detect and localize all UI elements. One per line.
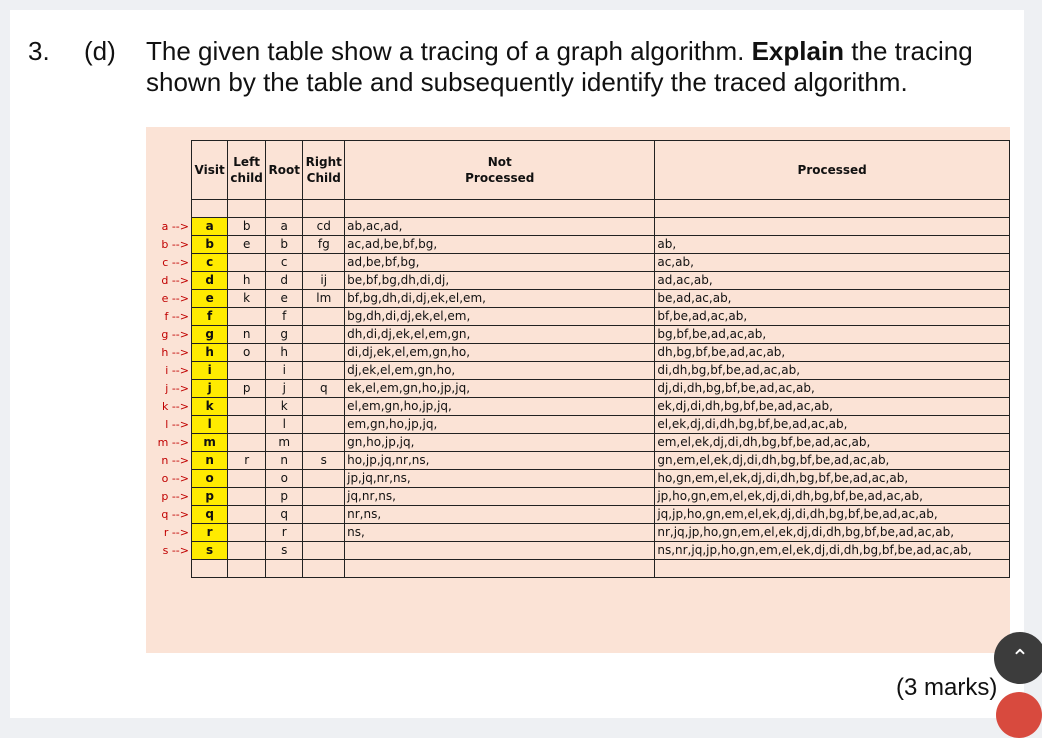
row-arrow: e -->: [161, 291, 189, 305]
cell-root: r: [266, 524, 303, 542]
cell-left: k: [228, 290, 266, 308]
floating-action-button[interactable]: [996, 692, 1042, 738]
cell-not-processed: nr,ns,: [345, 506, 655, 524]
row-arrow: s -->: [162, 543, 189, 557]
row-arrow: k -->: [161, 399, 189, 413]
cell-visit: f: [192, 308, 228, 326]
cell-processed: el,ek,dj,di,dh,bg,bf,be,ad,ac,ab,: [655, 416, 1010, 434]
cell-visit: o: [192, 470, 228, 488]
cell-root: j: [266, 380, 303, 398]
header-visit: Visit: [192, 141, 228, 200]
question-text-a: The given table show a tracing of a graph algorithm.: [146, 36, 752, 66]
question-part: (d): [84, 36, 116, 66]
blank-cell: [345, 200, 655, 218]
cell-visit: c: [192, 254, 228, 272]
cell-processed: ns,nr,jq,jp,ho,gn,em,el,ek,dj,di,dh,bg,bf,be,ad,ac,ab,: [655, 542, 1010, 560]
table-row: [192, 218, 1010, 236]
cell-left: [228, 362, 266, 380]
question-page: [10, 10, 1024, 718]
cell-right: [303, 524, 345, 542]
cell-processed: ho,gn,em,el,ek,dj,di,dh,bg,bf,be,ad,ac,ab,: [655, 470, 1010, 488]
cell-left: [228, 488, 266, 506]
chevron-up-icon: ⌃: [1010, 645, 1030, 670]
blank-cell: [345, 560, 655, 578]
row-arrow: b -->: [161, 237, 189, 251]
cell-not-processed: ab,ac,ad,: [345, 218, 655, 236]
cell-root: d: [266, 272, 303, 290]
row-arrow: g -->: [161, 327, 189, 341]
row-arrow: n -->: [161, 453, 189, 467]
cell-not-processed: dh,di,dj,ek,el,em,gn,: [345, 326, 655, 344]
table-row: [192, 506, 1010, 524]
cell-root: k: [266, 398, 303, 416]
blank-cell: [228, 200, 266, 218]
table-row: [192, 452, 1010, 470]
cell-right: [303, 326, 345, 344]
table-row: [192, 524, 1010, 542]
cell-processed: ad,ac,ab,: [655, 272, 1010, 290]
cell-root: h: [266, 344, 303, 362]
cell-processed: dj,di,dh,bg,bf,be,ad,ac,ab,: [655, 380, 1010, 398]
table-row: [192, 416, 1010, 434]
question-bold-word: Explain: [751, 36, 845, 66]
cell-right: ij: [303, 272, 345, 290]
marks-label: (3 marks): [896, 674, 998, 701]
cell-processed: ac,ab,: [655, 254, 1010, 272]
blank-cell: [655, 200, 1010, 218]
table-row: [192, 488, 1010, 506]
cell-processed: ab,: [655, 236, 1010, 254]
table-row: [192, 470, 1010, 488]
cell-processed: bf,be,ad,ac,ab,: [655, 308, 1010, 326]
cell-processed: dh,bg,bf,be,ad,ac,ab,: [655, 344, 1010, 362]
cell-not-processed: ac,ad,be,bf,bg,: [345, 236, 655, 254]
cell-not-processed: el,em,gn,ho,jp,jq,: [345, 398, 655, 416]
cell-left: [228, 542, 266, 560]
cell-processed: nr,jq,jp,ho,gn,em,el,ek,dj,di,dh,bg,bf,be,ad,ac,ab,: [655, 524, 1010, 542]
cell-left: n: [228, 326, 266, 344]
header-processed: Processed: [655, 141, 1010, 200]
row-arrow: d -->: [161, 273, 189, 287]
cell-not-processed: bf,bg,dh,di,dj,ek,el,em,: [345, 290, 655, 308]
cell-left: [228, 416, 266, 434]
header-root: Root: [266, 141, 303, 200]
header-left-child: Left child: [228, 141, 266, 200]
cell-root: o: [266, 470, 303, 488]
row-arrow: q -->: [161, 507, 189, 521]
row-arrow: c -->: [162, 255, 189, 269]
blank-cell: [266, 560, 303, 578]
cell-left: [228, 308, 266, 326]
row-arrow: m -->: [157, 435, 189, 449]
cell-root: i: [266, 362, 303, 380]
cell-right: [303, 308, 345, 326]
cell-right: [303, 344, 345, 362]
cell-left: b: [228, 218, 266, 236]
cell-left: r: [228, 452, 266, 470]
cell-visit: p: [192, 488, 228, 506]
cell-processed: jp,ho,gn,em,el,ek,dj,di,dh,bg,bf,be,ad,ac,ab,: [655, 488, 1010, 506]
row-arrow: f -->: [164, 309, 189, 323]
trace-table-image: [146, 127, 1010, 653]
cell-right: [303, 470, 345, 488]
blank-cell: [192, 560, 228, 578]
cell-left: e: [228, 236, 266, 254]
table-row: [192, 308, 1010, 326]
cell-right: lm: [303, 290, 345, 308]
cell-right: [303, 542, 345, 560]
cell-left: [228, 254, 266, 272]
trace-table: [191, 140, 1010, 578]
blank-cell: [303, 200, 345, 218]
question-text: [146, 36, 1026, 98]
cell-processed: be,ad,ac,ab,: [655, 290, 1010, 308]
cell-root: s: [266, 542, 303, 560]
cell-right: [303, 506, 345, 524]
cell-processed: jq,jp,ho,gn,em,el,ek,dj,di,dh,bg,bf,be,ad,ac,ab,: [655, 506, 1010, 524]
cell-root: c: [266, 254, 303, 272]
cell-not-processed: ho,jp,jq,nr,ns,: [345, 452, 655, 470]
cell-right: cd: [303, 218, 345, 236]
cell-left: [228, 470, 266, 488]
cell-not-processed: jp,jq,nr,ns,: [345, 470, 655, 488]
cell-not-processed: ns,: [345, 524, 655, 542]
header-not-processed: Not Processed: [345, 141, 655, 200]
cell-right: [303, 434, 345, 452]
cell-right: fg: [303, 236, 345, 254]
scroll-to-top-button[interactable]: [994, 632, 1042, 684]
cell-root: g: [266, 326, 303, 344]
table-row: [192, 362, 1010, 380]
table-row: [192, 434, 1010, 452]
table-row: [192, 398, 1010, 416]
cell-right: [303, 362, 345, 380]
cell-visit: k: [192, 398, 228, 416]
cell-root: e: [266, 290, 303, 308]
cell-not-processed: di,dj,ek,el,em,gn,ho,: [345, 344, 655, 362]
cell-processed: ek,dj,di,dh,bg,bf,be,ad,ac,ab,: [655, 398, 1010, 416]
table-row: [192, 236, 1010, 254]
row-arrow: o -->: [161, 471, 189, 485]
cell-not-processed: bg,dh,di,dj,ek,el,em,: [345, 308, 655, 326]
cell-not-processed: dj,ek,el,em,gn,ho,: [345, 362, 655, 380]
cell-left: [228, 524, 266, 542]
cell-visit: e: [192, 290, 228, 308]
table-row-blank-end: [192, 560, 1010, 578]
cell-right: s: [303, 452, 345, 470]
row-arrow: a -->: [161, 219, 189, 233]
cell-not-processed: [345, 542, 655, 560]
cell-visit: h: [192, 344, 228, 362]
cell-left: [228, 398, 266, 416]
header-right-child: Right Child: [303, 141, 345, 200]
row-arrow: r -->: [163, 525, 189, 539]
cell-root: n: [266, 452, 303, 470]
cell-right: q: [303, 380, 345, 398]
cell-right: [303, 254, 345, 272]
cell-not-processed: gn,ho,jp,jq,: [345, 434, 655, 452]
row-arrow: p -->: [161, 489, 189, 503]
cell-visit: b: [192, 236, 228, 254]
cell-visit: g: [192, 326, 228, 344]
table-row: [192, 380, 1010, 398]
cell-visit: r: [192, 524, 228, 542]
table-header-row: [192, 141, 1010, 200]
cell-not-processed: ek,el,em,gn,ho,jp,jq,: [345, 380, 655, 398]
cell-left: o: [228, 344, 266, 362]
question-number: 3.: [28, 36, 50, 66]
table-row: [192, 344, 1010, 362]
cell-processed: em,el,ek,dj,di,dh,bg,bf,be,ad,ac,ab,: [655, 434, 1010, 452]
cell-visit: a: [192, 218, 228, 236]
cell-right: [303, 398, 345, 416]
cell-visit: n: [192, 452, 228, 470]
cell-visit: q: [192, 506, 228, 524]
blank-cell: [303, 560, 345, 578]
cell-not-processed: em,gn,ho,jp,jq,: [345, 416, 655, 434]
cell-left: [228, 506, 266, 524]
row-arrow: h -->: [161, 345, 189, 359]
blank-cell: [266, 200, 303, 218]
cell-root: b: [266, 236, 303, 254]
cell-visit: j: [192, 380, 228, 398]
blank-cell: [192, 200, 228, 218]
cell-root: m: [266, 434, 303, 452]
cell-not-processed: jq,nr,ns,: [345, 488, 655, 506]
cell-left: [228, 434, 266, 452]
row-arrow: i -->: [165, 363, 189, 377]
row-arrow: j -->: [165, 381, 189, 395]
cell-root: f: [266, 308, 303, 326]
table-body: [192, 200, 1010, 578]
row-arrow: l -->: [165, 417, 189, 431]
cell-processed: [655, 218, 1010, 236]
cell-left: h: [228, 272, 266, 290]
cell-processed: bg,bf,be,ad,ac,ab,: [655, 326, 1010, 344]
cell-visit: i: [192, 362, 228, 380]
cell-visit: l: [192, 416, 228, 434]
cell-right: [303, 488, 345, 506]
cell-root: l: [266, 416, 303, 434]
cell-not-processed: ad,be,bf,bg,: [345, 254, 655, 272]
cell-root: p: [266, 488, 303, 506]
cell-root: q: [266, 506, 303, 524]
table-row: [192, 326, 1010, 344]
cell-processed: di,dh,bg,bf,be,ad,ac,ab,: [655, 362, 1010, 380]
table-row: [192, 290, 1010, 308]
cell-not-processed: be,bf,bg,dh,di,dj,: [345, 272, 655, 290]
cell-processed: gn,em,el,ek,dj,di,dh,bg,bf,be,ad,ac,ab,: [655, 452, 1010, 470]
table-row: [192, 272, 1010, 290]
table-row-blank: [192, 200, 1010, 218]
table-row: [192, 542, 1010, 560]
blank-cell: [228, 560, 266, 578]
cell-visit: s: [192, 542, 228, 560]
cell-root: a: [266, 218, 303, 236]
question-text-b: the tracing shown by the table and subsequently identify the traced algorithm.: [146, 36, 973, 97]
cell-right: [303, 416, 345, 434]
cell-visit: d: [192, 272, 228, 290]
cell-left: p: [228, 380, 266, 398]
table-row: [192, 254, 1010, 272]
blank-cell: [655, 560, 1010, 578]
cell-visit: m: [192, 434, 228, 452]
